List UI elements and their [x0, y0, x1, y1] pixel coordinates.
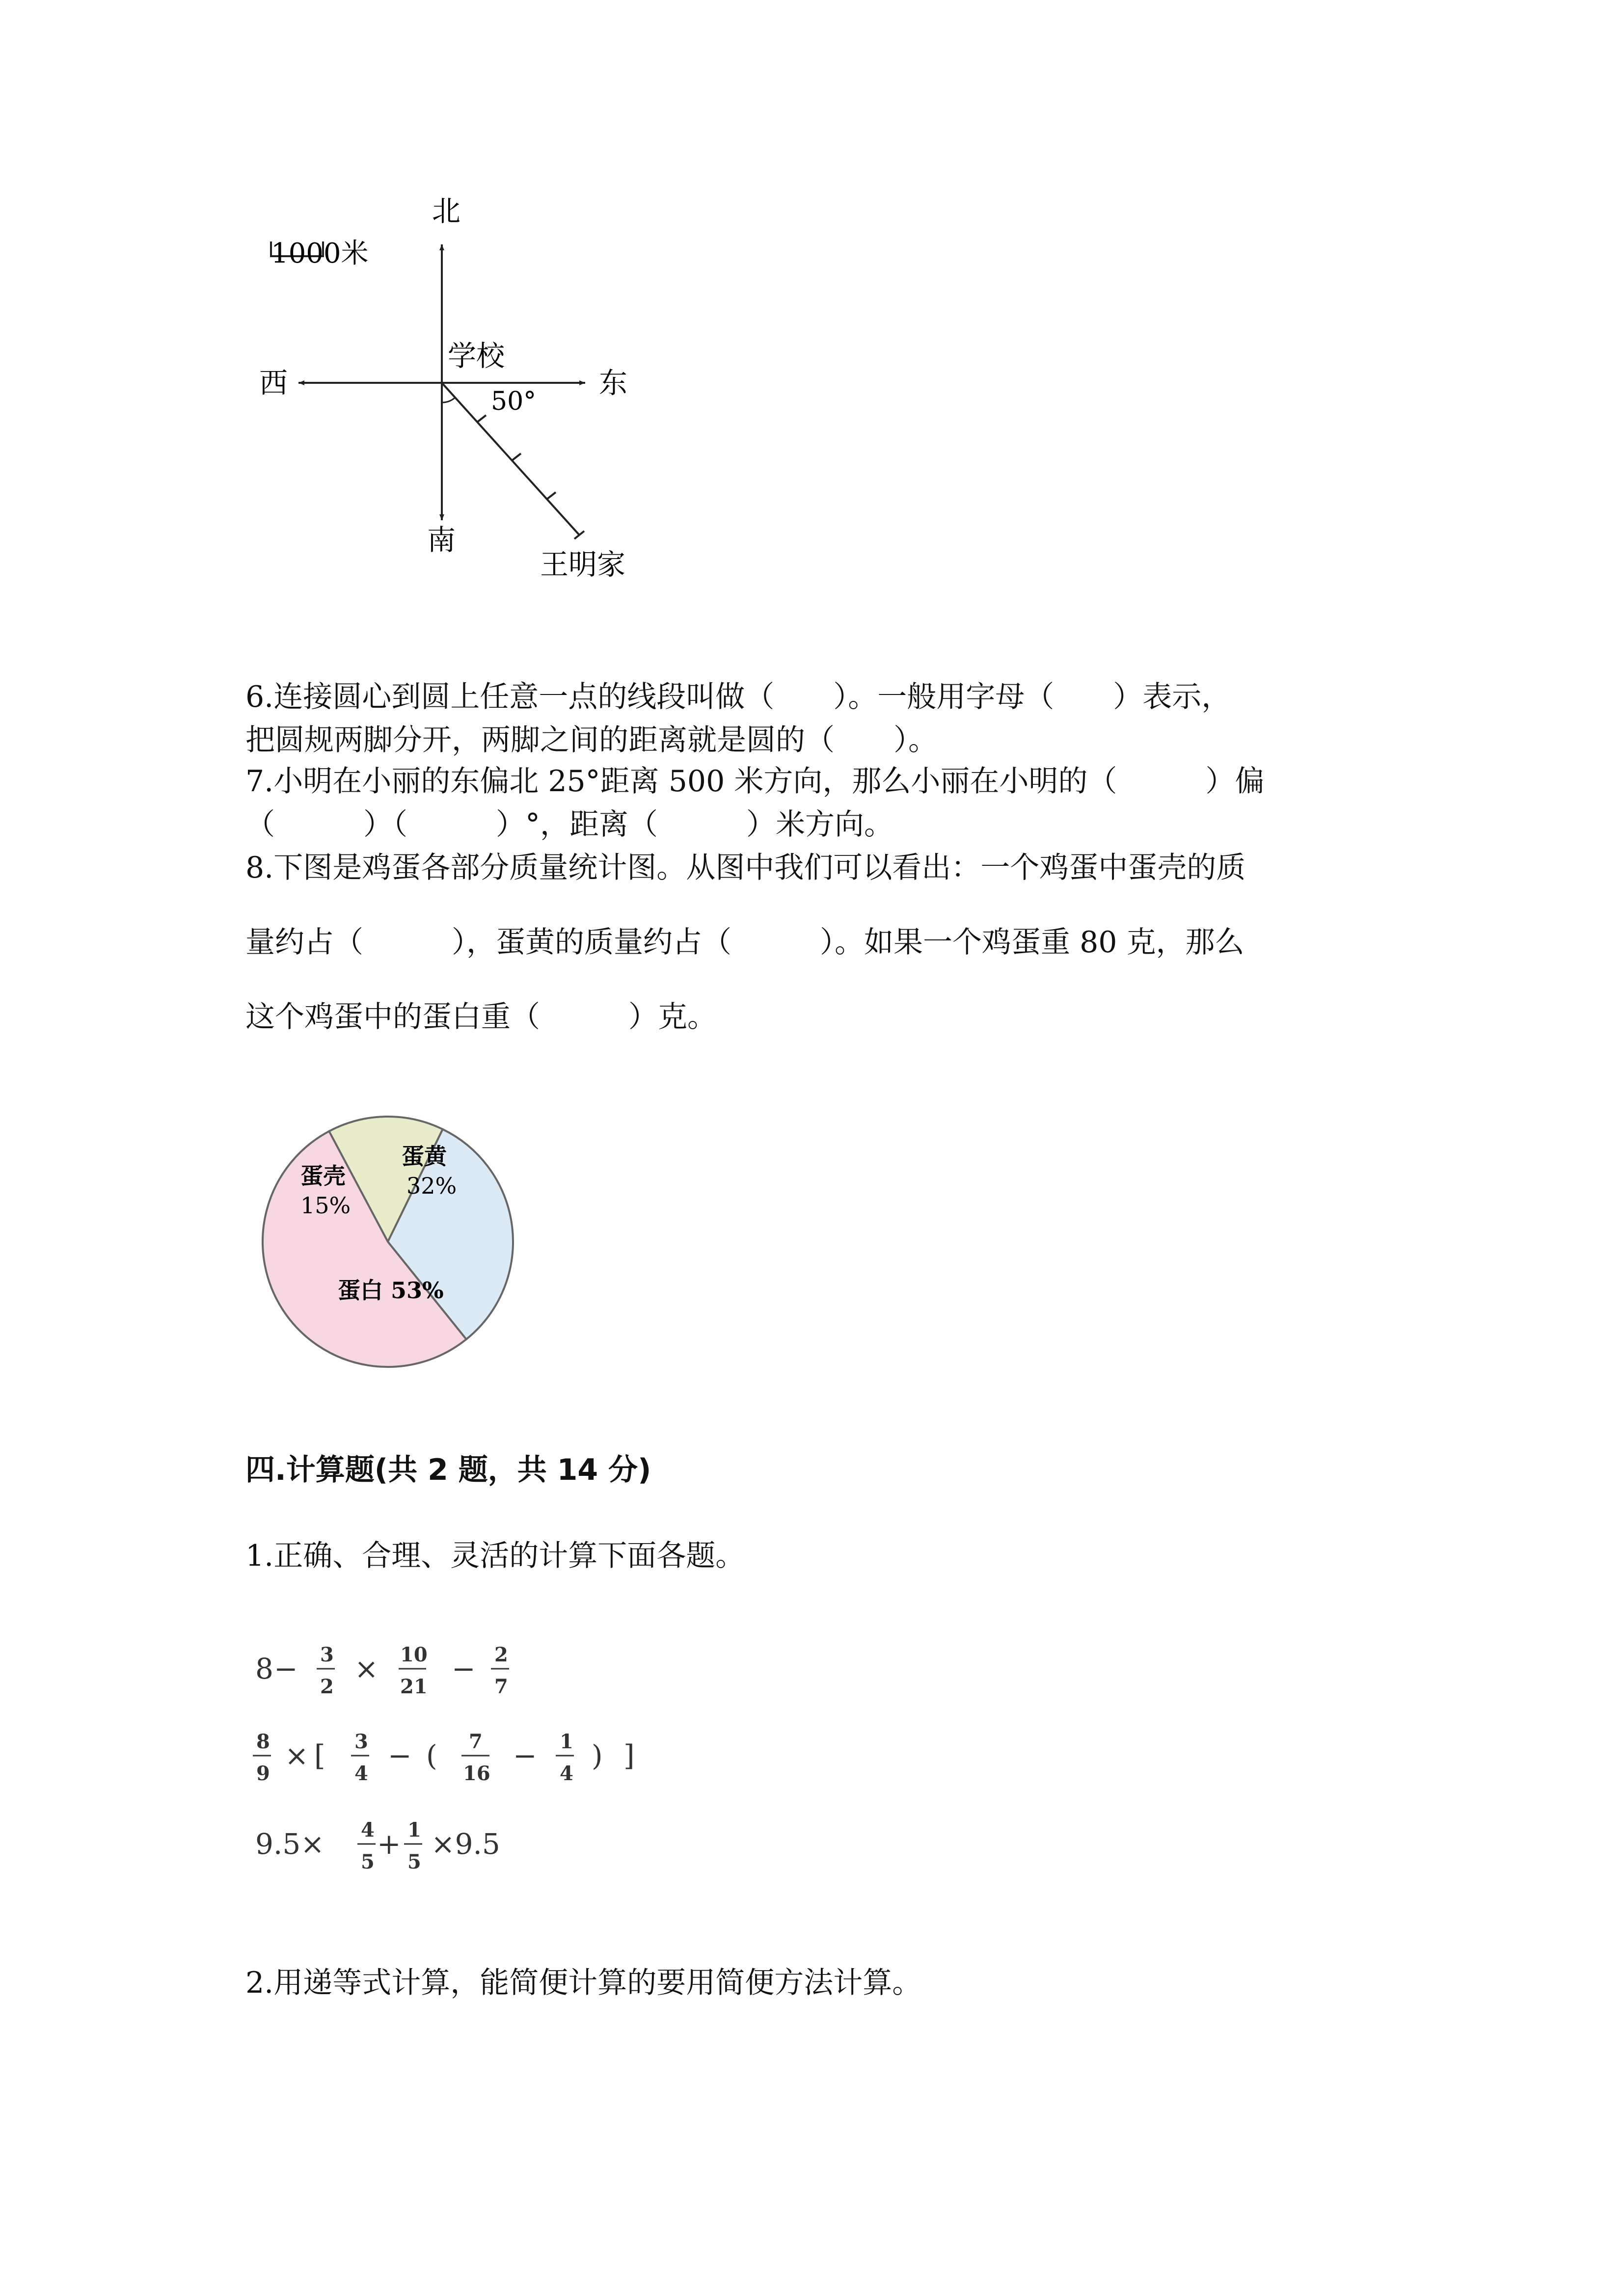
expr2-frac1-den: 9	[256, 1762, 270, 1785]
compass-diagram	[236, 187, 668, 604]
south-label: 南	[427, 523, 456, 557]
expr2-frac3-den: 16	[463, 1762, 490, 1785]
north-label: 北	[432, 194, 461, 228]
expr1-frac2-den: 21	[400, 1675, 428, 1698]
question-7-line-1: 7.小明在小丽的东偏北 25°距离 500 米方向，那么小丽在小明的（ ）偏	[245, 764, 1265, 799]
section-4-question-2: 2.用递等式计算，能简便计算的要用简便方法计算。	[245, 1966, 922, 2000]
angle-label: 50°	[491, 387, 537, 416]
math-expressions	[245, 1639, 687, 1895]
expr3-nine-five: 9.5×	[255, 1827, 325, 1861]
tick-3	[547, 492, 556, 499]
expr3-frac2-num: 1	[407, 1818, 421, 1842]
expr2-frac4-num: 1	[560, 1730, 573, 1753]
pie-value-shell: 15%	[300, 1192, 351, 1219]
expr2-right-bracket: ]	[623, 1739, 635, 1772]
expr1-frac1-den: 2	[320, 1675, 334, 1698]
expr1-frac2-num: 10	[400, 1643, 428, 1666]
expr3-frac1-num: 4	[361, 1818, 375, 1842]
expr1-times: ×	[354, 1652, 379, 1685]
question-6-line-2: 把圆规两脚分开，两脚之间的距离就是圆的（ ）。	[245, 723, 938, 757]
expr1-minus-1: −	[274, 1652, 298, 1685]
question-6-line-1: 6.连接圆心到圆上任意一点的线段叫做（ ）。一般用字母（ ）表示，	[245, 680, 1231, 714]
pie-label-yolk: 蛋黄	[402, 1143, 447, 1170]
expr2-frac4-den: 4	[560, 1762, 573, 1785]
pie-value-yolk: 32%	[406, 1173, 457, 1199]
scale-label: 1000米	[271, 238, 369, 269]
expr1-minus-2: −	[452, 1652, 476, 1685]
expr2-frac2-den: 4	[354, 1762, 368, 1785]
pie-label-white: 蛋白 53%	[338, 1277, 444, 1304]
question-8-line-1: 8.下图是鸡蛋各部分质量统计图。从图中我们可以看出：一个鸡蛋中蛋壳的质	[245, 851, 1246, 885]
expr2-left-paren: (	[426, 1739, 437, 1772]
home-label: 王明家	[540, 548, 626, 581]
tick-2	[512, 454, 521, 460]
school-label: 学校	[448, 339, 505, 373]
expr3-times-nine-five: ×9.5	[431, 1827, 500, 1861]
expr3-plus: +	[377, 1827, 401, 1861]
expr2-minus-2: −	[513, 1739, 537, 1772]
expr2-times: ×	[285, 1739, 309, 1772]
expr2-frac3-num: 7	[469, 1730, 483, 1753]
east-label: 东	[599, 366, 628, 400]
expr1-eight: 8	[255, 1652, 273, 1685]
section-4-title: 四.计算题(共 2 题，共 14 分)	[245, 1453, 651, 1487]
question-8-line-3: 这个鸡蛋中的蛋白重（ ）克。	[245, 1000, 717, 1034]
section-4-question-1: 1.正确、合理、灵活的计算下面各题。	[245, 1539, 745, 1573]
expr2-minus-1: −	[388, 1739, 412, 1772]
pie-label-shell: 蛋壳	[300, 1163, 346, 1189]
egg-pie-chart	[255, 1109, 520, 1374]
expr2-right-paren: )	[592, 1739, 603, 1772]
expr1-frac3-num: 2	[494, 1643, 508, 1666]
tick-1	[477, 415, 486, 422]
expr1-frac3-den: 7	[494, 1675, 508, 1698]
expr2-frac1-num: 8	[256, 1730, 270, 1753]
west-label: 西	[259, 366, 288, 400]
expr3-frac1-den: 5	[361, 1850, 375, 1873]
expr2-frac2-num: 3	[354, 1730, 368, 1753]
expr2-left-bracket: [	[314, 1739, 325, 1772]
question-7-line-2: （ ）（ ）°，距离（ ）米方向。	[245, 807, 893, 842]
question-8-line-2: 量约占（ ），蛋黄的质量约占（ ）。如果一个鸡蛋重 80 克，那么	[245, 925, 1245, 960]
expr3-frac2-den: 5	[407, 1850, 421, 1873]
angle-arc	[442, 398, 455, 402]
expr1-frac1-num: 3	[320, 1643, 334, 1666]
